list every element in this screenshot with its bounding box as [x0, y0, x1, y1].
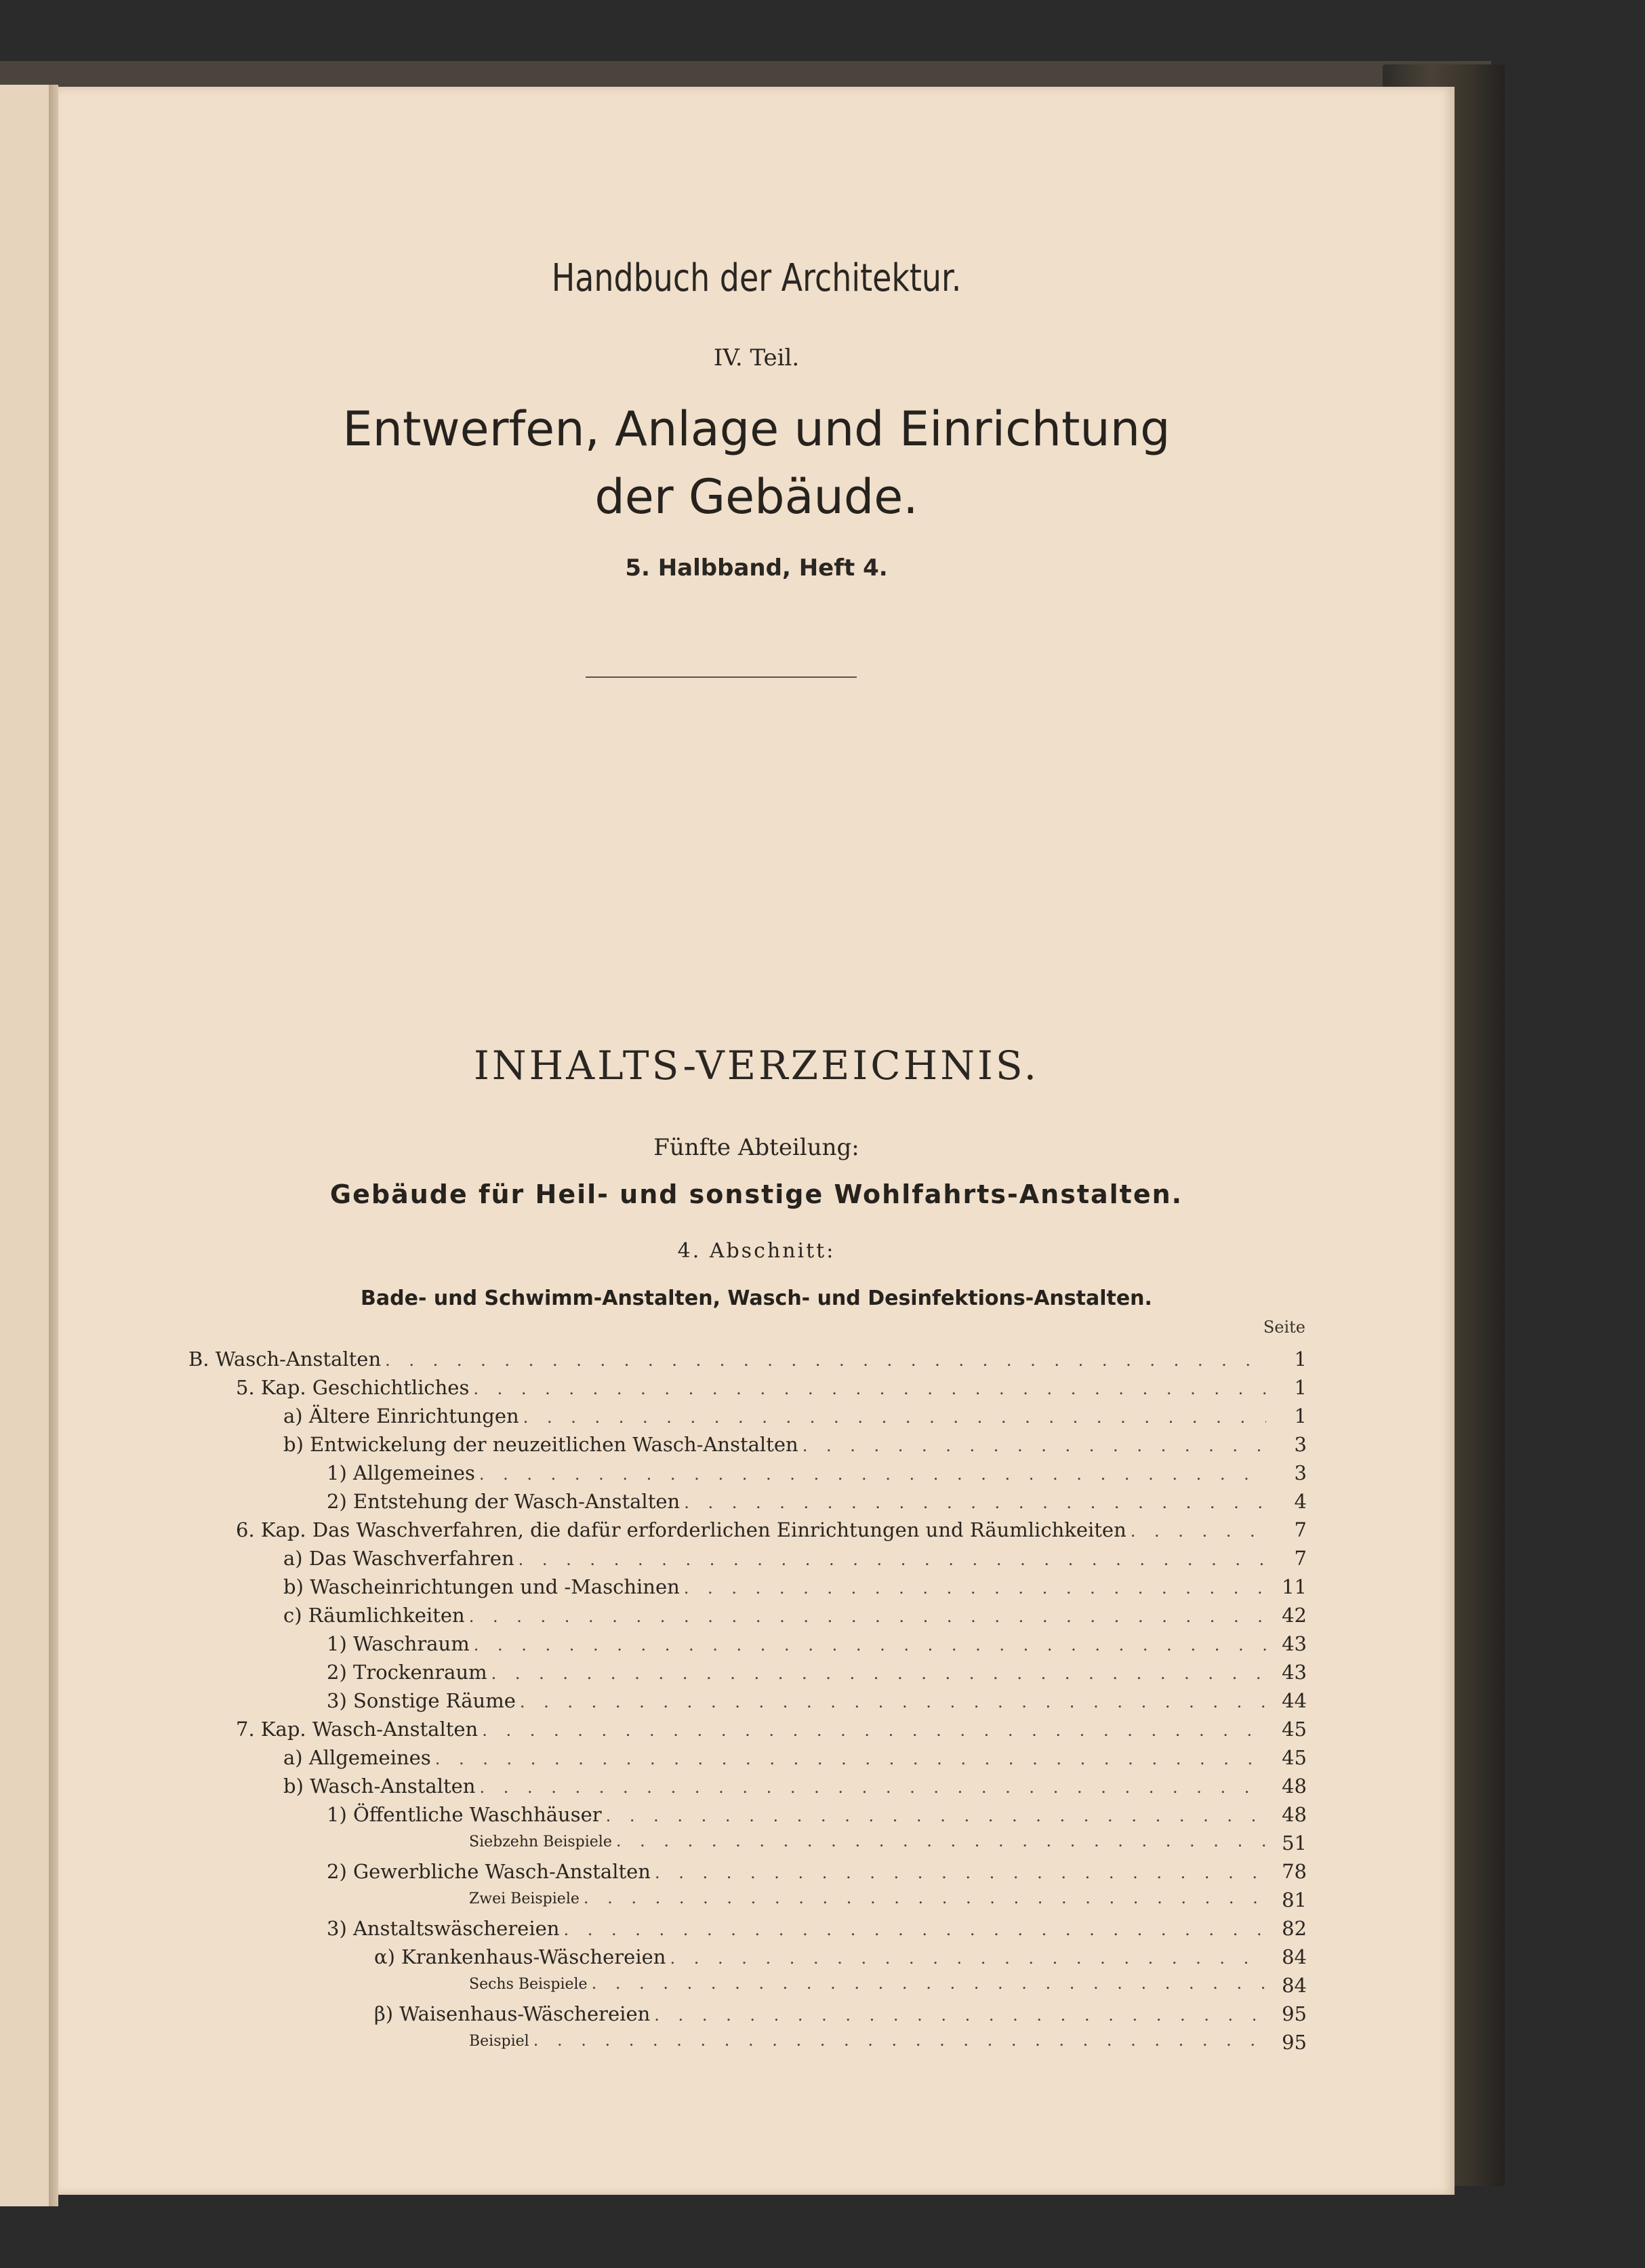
- toc-entry: [236, 1376, 1307, 1403]
- leader-dots: [479, 1465, 1266, 1484]
- section-title: Bade- und Schwimm-Anstalten, Wasch- und Desinfektions-Anstalten.: [361, 1287, 1152, 1310]
- leader-dots: [1131, 1522, 1266, 1541]
- toc-entry: [469, 2031, 1307, 2058]
- left-page-edge: [0, 85, 49, 2206]
- toc-entry: [283, 1547, 1307, 1574]
- leader-dots: [684, 1493, 1266, 1512]
- toc-entry-label: Beispiel: [469, 2033, 529, 2050]
- part-label: IV. Teil.: [713, 344, 800, 371]
- toc-entry-page: 45: [1282, 1746, 1307, 1769]
- toc-entry: [327, 1860, 1307, 1887]
- leader-dots: [533, 2031, 1266, 2050]
- toc-entry: [327, 1490, 1307, 1517]
- leader-dots: [684, 1579, 1266, 1598]
- toc-entry-page: 43: [1282, 1632, 1307, 1655]
- leader-dots: [606, 1806, 1266, 1825]
- leader-dots: [616, 1831, 1266, 1850]
- toc-entry-page: 7: [1294, 1547, 1307, 1570]
- toc-entry: [469, 1888, 1307, 1916]
- toc-entry-page: 48: [1282, 1803, 1307, 1826]
- toc-entry: [374, 2002, 1307, 2029]
- leader-dots: [655, 1863, 1266, 1882]
- toc-entry-label: Siebzehn Beispiele: [469, 1834, 612, 1850]
- divider-rule: [586, 676, 857, 678]
- leader-dots: [592, 1974, 1266, 1993]
- division-label: Fünfte Abteilung:: [653, 1134, 859, 1161]
- toc-entry-page: 3: [1294, 1433, 1307, 1456]
- toc-entry-label: a) Ältere Einrichtungen: [283, 1404, 519, 1427]
- series-title: Handbuch der Architektur.: [551, 256, 962, 300]
- leader-dots: [469, 1607, 1266, 1626]
- toc-entry-label: c) Räumlichkeiten: [283, 1604, 465, 1627]
- page: [58, 87, 1455, 2195]
- leader-dots: [563, 1920, 1266, 1939]
- page-gutter: [49, 85, 58, 2206]
- toc-heading: INHALTS-VERZEICHNIS.: [474, 1042, 1039, 1089]
- toc-entry-label: a) Das Waschverfahren: [283, 1547, 514, 1570]
- toc-entry-label: 7. Kap. Wasch-Anstalten: [236, 1718, 479, 1741]
- toc-entry-label: B. Wasch-Anstalten: [188, 1348, 382, 1371]
- main-title: [58, 395, 1455, 531]
- leader-dots: [584, 1888, 1266, 1907]
- toc-entry: [327, 1917, 1307, 1944]
- leader-dots: [482, 1721, 1266, 1740]
- toc-entry: [327, 1803, 1307, 1830]
- toc-entry-page: 1: [1294, 1348, 1307, 1371]
- page-column-label: Seite: [1263, 1318, 1305, 1337]
- leader-dots: [519, 1550, 1266, 1569]
- toc-entry-label: b) Wascheinrichtungen und -Maschinen: [283, 1575, 680, 1598]
- toc-entry: [469, 1974, 1307, 2001]
- toc-entry-label: 5. Kap. Geschichtliches: [236, 1376, 470, 1399]
- toc-entry-page: 84: [1282, 1945, 1307, 1968]
- toc-entry: [188, 1348, 1307, 1375]
- division-title: Gebäude für Heil- und sonstige Wohlfahrts-Anstalten.: [329, 1179, 1183, 1209]
- toc-entry-page: 1: [1294, 1404, 1307, 1427]
- leader-dots: [480, 1778, 1267, 1797]
- toc-entry-page: 7: [1294, 1518, 1307, 1541]
- toc-entry-page: 43: [1282, 1661, 1307, 1684]
- leader-dots: [803, 1436, 1266, 1455]
- toc-entry: [327, 1689, 1307, 1716]
- toc-entry-label: Sechs Beispiele: [469, 1976, 588, 1993]
- leader-dots: [491, 1664, 1266, 1683]
- toc-entry-page: 11: [1282, 1575, 1307, 1598]
- leader-dots: [435, 1749, 1266, 1768]
- leader-dots: [385, 1351, 1266, 1370]
- toc-entry-page: 84: [1282, 1974, 1307, 1997]
- leader-dots: [523, 1408, 1266, 1427]
- volume-label: 5. Halbband, Heft 4.: [625, 554, 888, 582]
- leader-dots: [520, 1693, 1266, 1712]
- toc-entry-label: 2) Gewerbliche Wasch-Anstalten: [327, 1860, 651, 1883]
- toc-entry: [283, 1433, 1307, 1460]
- toc-entry-label: 1) Öffentliche Waschhäuser: [327, 1803, 602, 1826]
- toc-entry-label: 2) Entstehung der Wasch-Anstalten: [327, 1490, 681, 1513]
- toc-entry: [283, 1604, 1307, 1631]
- toc-entry: [469, 1831, 1307, 1859]
- toc-entry-label: 6. Kap. Das Waschverfahren, die dafür erforderlichen Einrichtungen und Räumlichkeiten: [236, 1518, 1126, 1541]
- toc-entry-page: 95: [1282, 2002, 1307, 2025]
- leader-dots: [654, 2006, 1266, 2025]
- toc-entry-label: Zwei Beispiele: [469, 1890, 580, 1907]
- leader-dots: [473, 1379, 1266, 1398]
- leader-dots: [474, 1636, 1266, 1655]
- book-cover-top: [0, 61, 1491, 88]
- toc-entry: [374, 1945, 1307, 1972]
- main-title-line-1: Entwerfen, Anlage und Einrichtung: [342, 401, 1171, 457]
- toc-entry: [327, 1461, 1307, 1489]
- toc-entry-label: 1) Allgemeines: [327, 1461, 475, 1484]
- toc-entry: [283, 1575, 1307, 1602]
- toc-entry-label: a) Allgemeines: [283, 1746, 431, 1769]
- section-label: 4. Abschnitt:: [677, 1239, 836, 1263]
- toc-entry-page: 42: [1282, 1604, 1307, 1627]
- toc-entry-page: 51: [1282, 1831, 1307, 1855]
- toc-entry-page: 4: [1294, 1490, 1307, 1513]
- toc-entry-page: 48: [1282, 1775, 1307, 1798]
- toc-entry-label: b) Wasch-Anstalten: [283, 1775, 476, 1798]
- toc-entry-label: β) Waisenhaus-Wäschereien: [374, 2002, 651, 2025]
- toc-entry-page: 82: [1282, 1917, 1307, 1940]
- toc-entry: [327, 1632, 1307, 1659]
- main-title-line-2: der Gebäude.: [594, 469, 918, 525]
- leader-dots: [670, 1949, 1266, 1968]
- toc-entry-page: 81: [1282, 1888, 1307, 1911]
- toc-entry: [327, 1661, 1307, 1688]
- toc-entry-label: 3) Anstaltswäschereien: [327, 1917, 560, 1940]
- toc-entry: [283, 1404, 1307, 1432]
- toc-entry-page: 1: [1294, 1376, 1307, 1399]
- toc-entry-page: 44: [1282, 1689, 1307, 1712]
- toc-entry-page: 45: [1282, 1718, 1307, 1741]
- toc-entry: [236, 1718, 1307, 1745]
- toc-entry-page: 95: [1282, 2031, 1307, 2054]
- toc-entry-page: 3: [1294, 1461, 1307, 1484]
- toc-entry-label: α) Krankenhaus-Wäschereien: [374, 1945, 666, 1968]
- toc-entry: [283, 1746, 1307, 1773]
- toc-entry-label: 3) Sonstige Räume: [327, 1689, 516, 1712]
- toc-entry-label: 2) Trockenraum: [327, 1661, 487, 1684]
- toc-entry-label: b) Entwickelung der neuzeitlichen Wasch-Anstalten: [283, 1433, 798, 1456]
- toc-entry: [236, 1518, 1307, 1545]
- toc-entry-page: 78: [1282, 1860, 1307, 1883]
- toc-entry-label: 1) Waschraum: [327, 1632, 470, 1655]
- toc-entry: [283, 1775, 1307, 1802]
